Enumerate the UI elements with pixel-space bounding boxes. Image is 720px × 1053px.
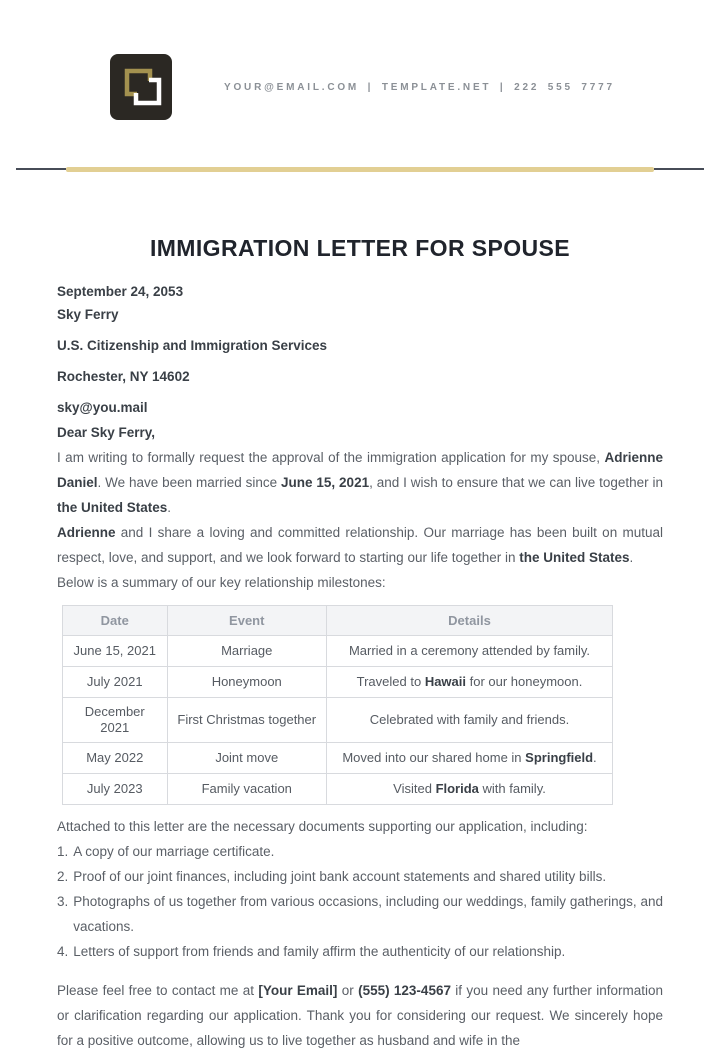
accent-divider	[16, 166, 704, 172]
paragraph-relationship: Adrienne and I share a loving and committed relationship. Our marriage has been built on mutual respect, love, and support, and we look forward to starting our life together in the United States.	[57, 525, 663, 565]
list-item-number: 4.	[57, 944, 69, 959]
table-row: June 15, 2021 Marriage Married in a ceremony attended by family.	[63, 636, 613, 667]
column-header-details: Details	[327, 606, 613, 636]
list-item-text: Photographs of us together from various occasions, including our weddings, family gatherings, and vacations.	[73, 894, 663, 934]
list-item-text: Letters of support from friends and family affirm the authenticity of our relationship.	[73, 944, 566, 959]
closing-paragraph: Please feel free to contact me at [Your Email] or (555) 123-4567 if you need any further information or clarification regarding our application. Thank you for considering our request. We sincerely hope for a positive outcome, allowing us to live together as husband and wife in the	[57, 983, 663, 1048]
interlocked-brackets-icon	[110, 54, 172, 120]
milestones-intro: Below is a summary of our key relationship milestones:	[57, 575, 386, 590]
divider-dark-left	[16, 168, 66, 170]
letter-meta	[57, 280, 663, 419]
list-item	[57, 939, 663, 964]
list-item	[57, 839, 663, 864]
contact-line: YOUR@EMAIL.COM | TEMPLATE.NET | 222 555 7777	[224, 81, 615, 93]
attachments-list	[57, 839, 663, 964]
sender-email: sky@you.mail	[57, 400, 148, 415]
letter-date: September 24, 2053	[57, 284, 184, 299]
table-row: July 2021 Honeymoon Traveled to Hawaii for our honeymoon.	[63, 667, 613, 698]
list-item-text: A copy of our marriage certificate.	[73, 844, 275, 859]
table-row: December 2021 First Christmas together Celebrated with family and friends.	[63, 698, 613, 743]
divider-gold-bar	[66, 167, 654, 172]
attachments-intro: Attached to this letter are the necessary documents supporting our application, including:	[57, 819, 588, 834]
recipient-organization: U.S. Citizenship and Immigration Services	[57, 338, 328, 353]
milestones-table	[62, 605, 613, 805]
divider-dark-right	[654, 168, 704, 170]
paragraph-request: I am writing to formally request the approval of the immigration application for my spouse, Adrienne Daniel. We have been married since June 15, 2021, and I wish to ensure that we can live together in the United States.	[57, 450, 664, 515]
list-item	[57, 864, 663, 889]
brand-logo	[110, 54, 172, 120]
list-item	[57, 889, 663, 939]
table-header-row	[63, 606, 613, 636]
salutation: Dear Sky Ferry,	[57, 425, 156, 440]
list-item-number: 1.	[57, 844, 69, 859]
list-item-number: 2.	[57, 869, 69, 884]
table-row: July 2023 Family vacation Visited Florida with family.	[63, 774, 613, 805]
letter-content	[57, 234, 663, 1053]
letterhead	[0, 0, 720, 120]
recipient-address: Rochester, NY 14602	[57, 369, 190, 384]
list-item-text: Proof of our joint finances, including joint bank account statements and shared utility bills.	[73, 869, 607, 884]
recipient-name: Sky Ferry	[57, 307, 119, 322]
page-title: IMMIGRATION LETTER FOR SPOUSE	[149, 235, 571, 261]
column-header-date: Date	[63, 606, 168, 636]
list-item-number: 3.	[57, 894, 69, 909]
table-row: May 2022 Joint move Moved into our shared home in Springfield.	[63, 743, 613, 774]
column-header-event: Event	[167, 606, 327, 636]
